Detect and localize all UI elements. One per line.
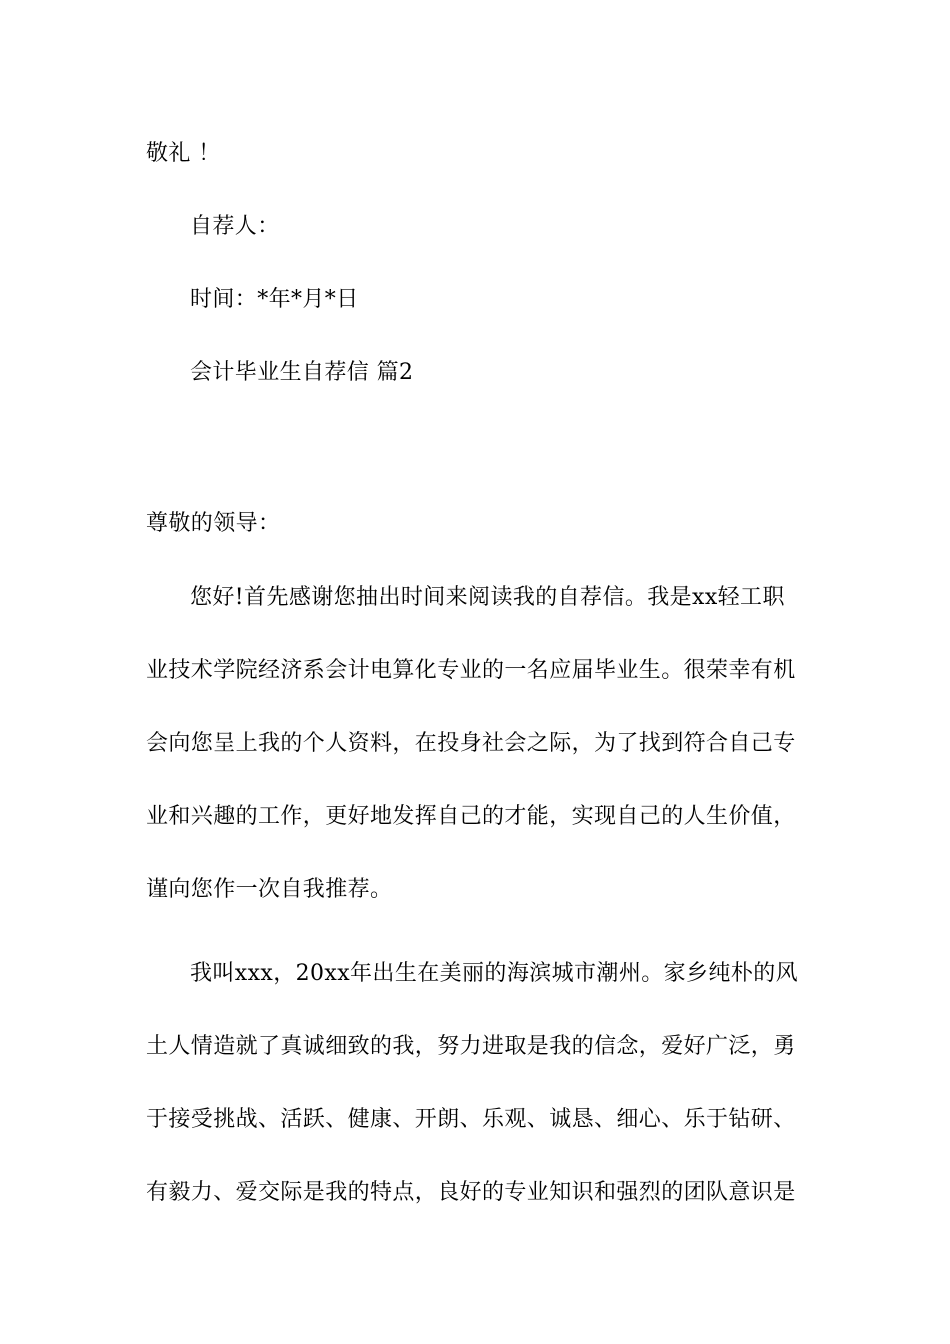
paragraph-line: 于接受挑战、活跃、健康、开朗、乐观、诚恳、细心、乐于钻研、 (146, 1107, 796, 1132)
paragraph-line: 我叫xxx，20xx年出生在美丽的海滨城市潮州。家乡纯朴的风 (190, 961, 799, 986)
paragraph-line: 土人情造就了真诚细致的我，努力进取是我的信念，爱好广泛，勇 (146, 1034, 796, 1059)
paragraph-line: 谨向您作一次自我推荐。 (146, 877, 393, 902)
section-title: 会计毕业生自荐信 篇2 (190, 360, 414, 385)
closing-line: 敬礼 ！ (146, 141, 221, 166)
date-line: 时间：*年*月*日 (190, 287, 359, 312)
paragraph-line: 业技术学院经济系会计电算化专业的一名应届毕业生。很荣幸有机 (146, 658, 796, 683)
paragraph-line: 业和兴趣的工作，更好地发挥自己的才能，实现自己的人生价值， (146, 804, 796, 829)
paragraph-line: 会向您呈上我的个人资料，在投身社会之际，为了找到符合自己专 (146, 731, 796, 756)
paragraph-line: 有毅力、爱交际是我的特点，良好的专业知识和强烈的团队意识是 (146, 1180, 796, 1205)
signer-label: 自荐人： (190, 214, 280, 239)
salutation: 尊敬的领导： (146, 511, 281, 536)
paragraph-line: 您好!首先感谢您抽出时间来阅读我的自荐信。我是xx轻工职 (190, 585, 785, 610)
